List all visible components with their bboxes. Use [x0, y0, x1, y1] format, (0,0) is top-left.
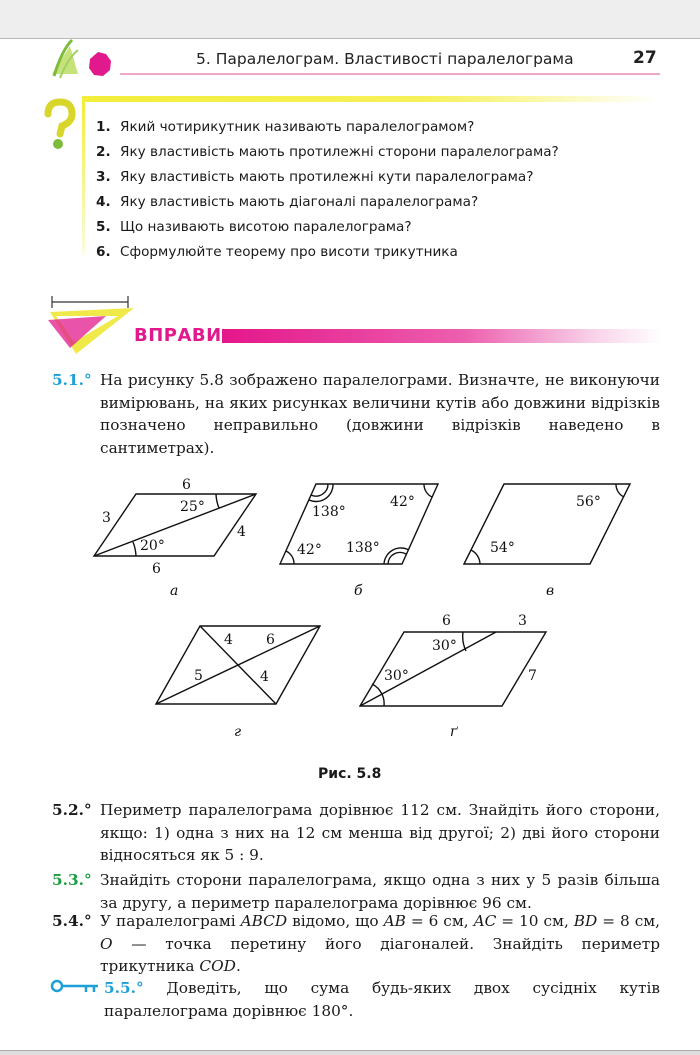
exercise-text: У паралелограмі ABCD відомо, що AB = 6 см, AC = 10 см, BD = 8 см, O — точка перетину його діагоналей. Знайдіть периметр трикутника COD. — [100, 912, 661, 976]
page-title: 5. Паралелограм. Властивості паралелограма — [196, 50, 574, 68]
label-v-angle-tr: 56° — [576, 494, 601, 510]
label-g-seg-top: 4 — [224, 632, 233, 648]
label-b-angle-bl: 42° — [297, 542, 322, 558]
questions-list — [96, 115, 559, 264]
label-v-letter: в — [546, 583, 555, 599]
exercise-5-1 — [52, 369, 660, 460]
exercise-number: 5.5.° — [104, 979, 144, 997]
label-a-angle-top: 25° — [180, 499, 205, 515]
label-gg-right: 7 — [528, 668, 537, 684]
label-b-angle-br: 138° — [346, 540, 380, 556]
label-b-letter: б — [354, 583, 363, 599]
figure-caption: Рис. 5.8 — [318, 766, 382, 782]
exercise-text: На рисунку 5.8 зображено паралелограми. Визначте, не виконуючи вимірювань, на яких рисунках величини кутів або довжини відрізків позначено неправильно (довжини відрізків наведено в сантиметрах). — [100, 371, 660, 458]
question-item: 1. Який чотирикутник називають паралелограмом? — [96, 119, 475, 135]
exercise-5-4 — [52, 910, 660, 978]
exercise-text: 5.5.° Доведіть, що сума будь-яких двох сусідніх кутів паралелограма дорівнює 180°. — [104, 979, 660, 1020]
label-v-angle-bl: 54° — [490, 540, 515, 556]
exercise-5-2 — [52, 799, 660, 867]
parallelogram-a — [94, 494, 256, 556]
label-gg-angle-bottom: 30° — [384, 668, 409, 684]
label-a-letter: а — [170, 583, 179, 599]
question-item: 5. Що називають висотою паралелограма? — [96, 218, 412, 235]
exercise-text: Знайдіть сторони паралелограма, якщо одна з них у 5 разів більша за другу, а периметр паралелограма дорівнює 96 см. — [100, 871, 660, 912]
parallelogram-v — [464, 484, 630, 564]
exercise-number: 5.1.° — [52, 371, 92, 389]
chapter-logo-icon — [48, 36, 118, 88]
label-g-seg-right: 4 — [260, 669, 269, 685]
label-g-seg-left: 5 — [194, 668, 203, 684]
label-a-left: 3 — [102, 510, 111, 526]
label-gg-top-right: 3 — [518, 613, 527, 629]
question-item: 6. Сформулюйте теорему про висоти трикутника — [96, 243, 458, 260]
question-item: 4. Яку властивість мають діагоналі паралелограма? — [96, 193, 479, 210]
questions-line — [82, 100, 85, 260]
label-g-letter: г — [234, 724, 242, 740]
label-a-angle-bottom: 20° — [140, 538, 165, 554]
exercises-heading: ВПРАВИ — [134, 325, 222, 346]
ruler-triangle-icon — [46, 290, 138, 356]
label-gg-angle-top: 30° — [432, 638, 457, 654]
label-b-angle-tr: 42° — [390, 494, 415, 510]
parallelogram-g — [156, 626, 320, 704]
key-icon — [50, 979, 102, 993]
label-a-right: 4 — [237, 524, 246, 540]
questions-bar — [82, 96, 657, 102]
exercise-5-5 — [104, 977, 660, 1022]
exercise-5-3 — [52, 869, 660, 914]
label-a-bottom: 6 — [152, 561, 161, 577]
bottom-strip — [0, 1050, 700, 1055]
figure-5-8 — [80, 470, 601, 750]
page-number: 27 — [633, 48, 657, 68]
question-mark-icon — [40, 96, 80, 156]
question-item: 2. Яку властивість мають протилежні сторони паралелограма? — [96, 143, 559, 160]
exercises-bar — [222, 329, 662, 343]
label-g-seg-tr: 6 — [266, 632, 275, 648]
exercise-text: Периметр паралелограма дорівнює 112 см. Знайдіть його сторони, якщо: 1) одна з них на 12 см менша від другої; 2) дві його сторони відносяться як 5 : 9. — [100, 801, 660, 865]
top-strip — [0, 0, 700, 39]
label-a-top: 6 — [182, 477, 191, 493]
label-b-angle-tl: 138° — [312, 504, 346, 520]
label-gg-letter: ґ — [450, 724, 458, 740]
header-rule — [120, 73, 660, 75]
label-gg-top-left: 6 — [442, 613, 451, 629]
exercise-number: 5.3.° — [52, 871, 92, 889]
exercise-number: 5.2.° — [52, 801, 92, 819]
question-item: 3. Яку властивість мають протилежні кути паралелограма? — [96, 168, 534, 185]
exercise-number: 5.4.° — [52, 912, 92, 930]
